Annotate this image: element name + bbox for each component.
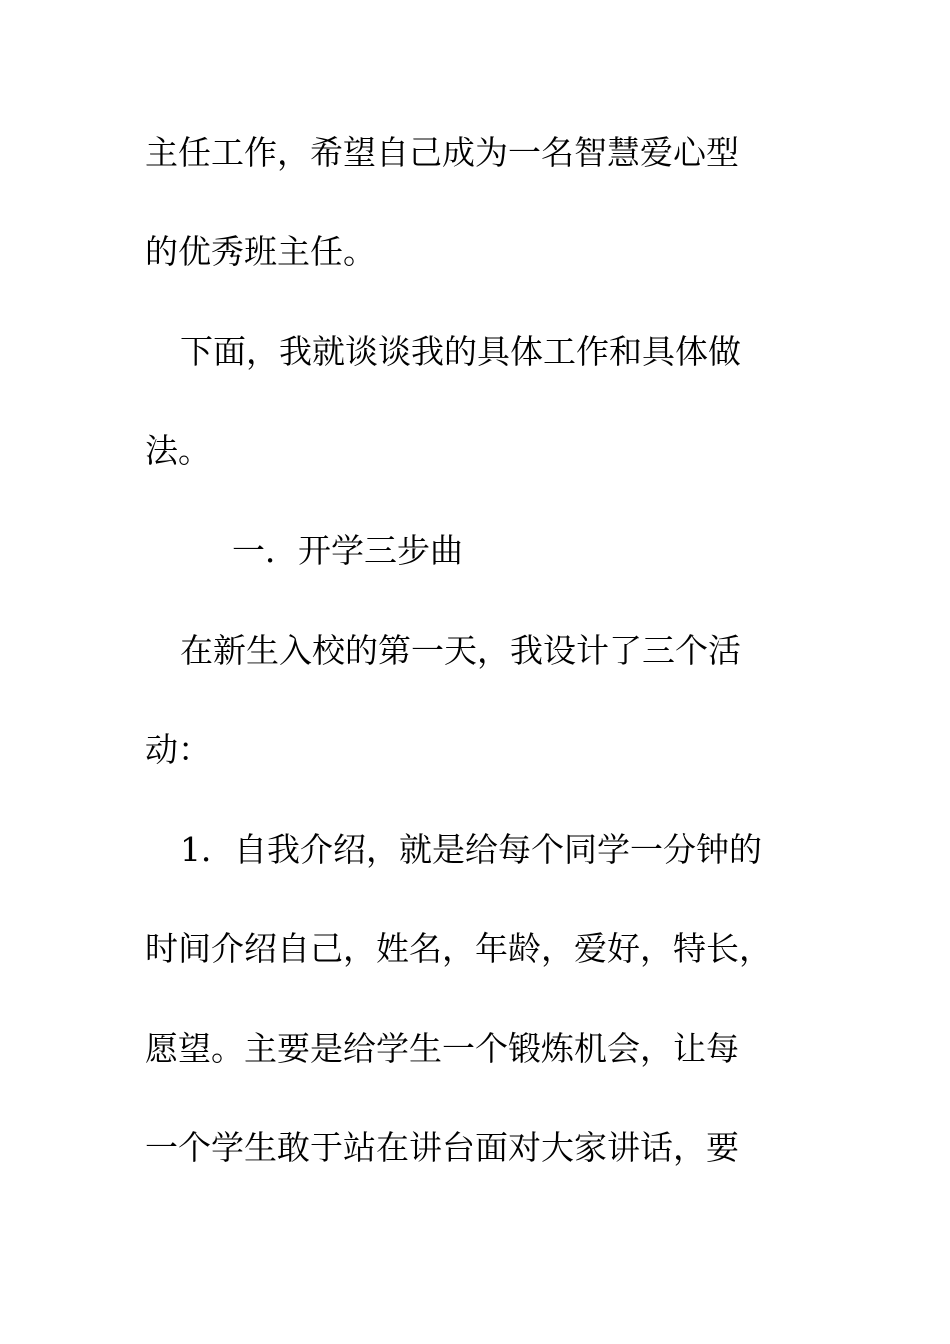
text-line-7: 动： (145, 730, 211, 769)
paragraph-start-line-6: 在新生入校的第一天，我设计了三个活 (180, 631, 741, 670)
text-line-10: 愿望。主要是给学生一个锻炼机会，让每 (145, 1029, 739, 1068)
text-line-9: 时间介绍自己，姓名，年龄，爱好，特长， (145, 929, 772, 968)
section-heading: 一．开学三步曲 (232, 531, 463, 570)
text-line-1: 主任工作，希望自己成为一名智慧爱心型 (145, 133, 739, 172)
text-line-2: 的优秀班主任。 (145, 232, 376, 271)
list-item-1-line: 1．自我介绍，就是给每个同学一分钟的 (180, 830, 762, 869)
paragraph-start-line-3: 下面，我就谈谈我的具体工作和具体做 (180, 332, 741, 371)
text-line-4: 法。 (145, 431, 211, 470)
text-line-11: 一个学生敢于站在讲台面对大家讲话，要 (145, 1128, 739, 1167)
